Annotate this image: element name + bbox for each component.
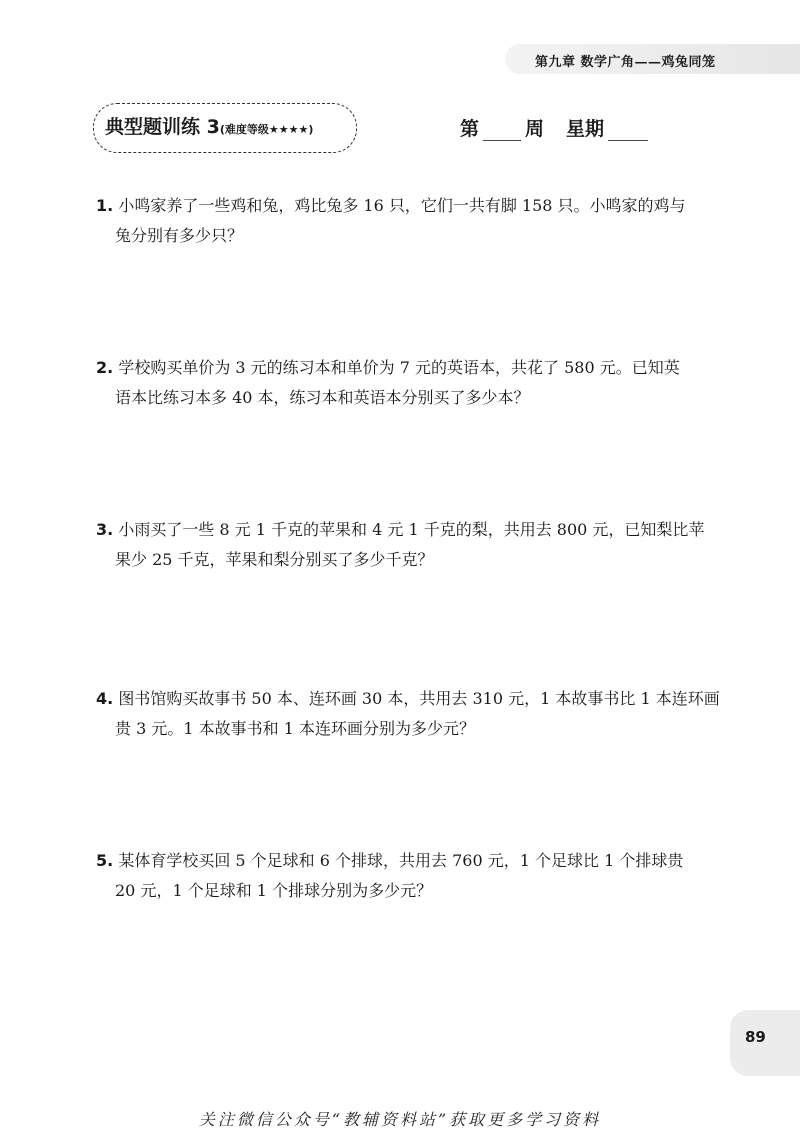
problem-5 — [96, 846, 722, 906]
problem-text-line2: 果少 25 千克，苹果和梨分别买了多少千克？ — [115, 550, 434, 569]
problem-text-line1: 某体育学校买回 5 个足球和 6 个排球，共用去 760 元，1 个足球比 1 个排球贵 — [118, 851, 684, 870]
problem-number: 1. — [96, 196, 114, 215]
section-title — [105, 112, 313, 139]
problem-1 — [96, 191, 722, 251]
problem-3 — [96, 515, 722, 575]
difficulty-rating: (难度等级★★★★) — [219, 123, 314, 136]
section-title-text: 典型题训练 3 — [105, 116, 220, 138]
problem-number: 5. — [96, 851, 114, 870]
problem-number: 3. — [96, 520, 114, 539]
problem-2 — [96, 353, 722, 413]
problem-text-line1: 小鸣家养了一些鸡和兔，鸡比兔多 16 只，它们一共有脚 158 只。小鸣家的鸡与 — [118, 196, 686, 215]
week-blank[interactable] — [483, 120, 521, 141]
problem-4 — [96, 684, 722, 744]
problem-text-line2: 贵 3 元。1 本故事书和 1 本连环画分别为多少元？ — [115, 719, 475, 738]
problem-text-line2: 兔分别有多少只？ — [115, 226, 244, 245]
problem-number: 2. — [96, 358, 114, 377]
weekday-blank[interactable] — [608, 120, 648, 141]
page-number: 89 — [745, 1028, 766, 1046]
week-weekday-field — [460, 114, 652, 141]
problem-text-line2: 20 元，1 个足球和 1 个排球分别为多少元？ — [115, 881, 433, 900]
footer-note: 关注微信公众号“教辅资料站”获取更多学习资料 — [198, 1110, 602, 1129]
problem-text-line2: 语本比练习本多 40 本，练习本和英语本分别买了多少本？ — [115, 388, 530, 407]
weekday-label: 星期 — [566, 118, 605, 140]
problem-text-line1: 图书馆购买故事书 50 本、连环画 30 本，共用去 310 元，1 本故事书比 1 本连环画 — [118, 689, 720, 708]
problem-number: 4. — [96, 689, 114, 708]
chapter-title: 第九章 数学广角——鸡兔同笼 — [535, 55, 716, 70]
week-prefix: 第 — [460, 118, 480, 140]
week-suffix: 周 — [525, 118, 545, 140]
problem-text-line1: 学校购买单价为 3 元的练习本和单价为 7 元的英语本，共花了 580 元。已知英 — [118, 358, 680, 377]
problem-text-line1: 小雨买了一些 8 元 1 千克的苹果和 4 元 1 千克的梨，共用去 800 元，已知梨比苹 — [118, 520, 705, 539]
